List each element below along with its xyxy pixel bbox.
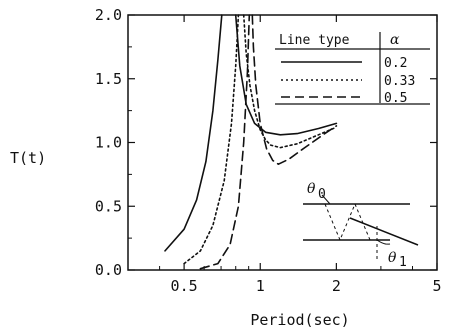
axes — [128, 15, 437, 270]
legend — [275, 32, 430, 106]
legend-label-1: 0.33 — [384, 74, 416, 89]
legend-header-alpha: α — [390, 32, 400, 48]
y-tick-label: 0.5 — [94, 197, 122, 216]
legend-label-0: 0.2 — [384, 56, 408, 71]
x-tick-label: 5 — [432, 277, 442, 295]
legend-header-line-type: Line type — [279, 33, 350, 48]
y-tick-label: 0.0 — [94, 261, 122, 279]
inset-schematic — [303, 181, 418, 270]
legend-label-2: 0.5 — [384, 91, 408, 106]
inset-theta0-symbol: θ — [307, 181, 316, 197]
y-tick-label: 1.0 — [94, 133, 122, 152]
inset-theta1-subscript: 1 — [399, 255, 407, 270]
inset-slope — [350, 218, 418, 245]
series-lines — [165, 15, 336, 269]
y-tick-label: 1.5 — [94, 69, 122, 88]
inset-theta1-symbol: θ — [388, 250, 397, 266]
inset-zigzag — [325, 204, 370, 240]
x-tick-label: 1 — [255, 277, 265, 295]
x-tick-label: 2 — [331, 277, 341, 295]
y-axis-label: T(t) — [10, 149, 47, 167]
x-axis-label: Period(sec) — [250, 311, 350, 329]
inset-theta0-subscript: 0 — [318, 187, 326, 202]
series-dotted-branch-0 — [184, 15, 238, 264]
series-dashed-branch-0 — [200, 15, 249, 269]
x-tick-label: 0.5 — [170, 277, 198, 295]
series-solid-branch-0 — [165, 15, 222, 251]
plot-frame — [128, 15, 437, 270]
y-tick-label: 2.0 — [94, 6, 122, 24]
